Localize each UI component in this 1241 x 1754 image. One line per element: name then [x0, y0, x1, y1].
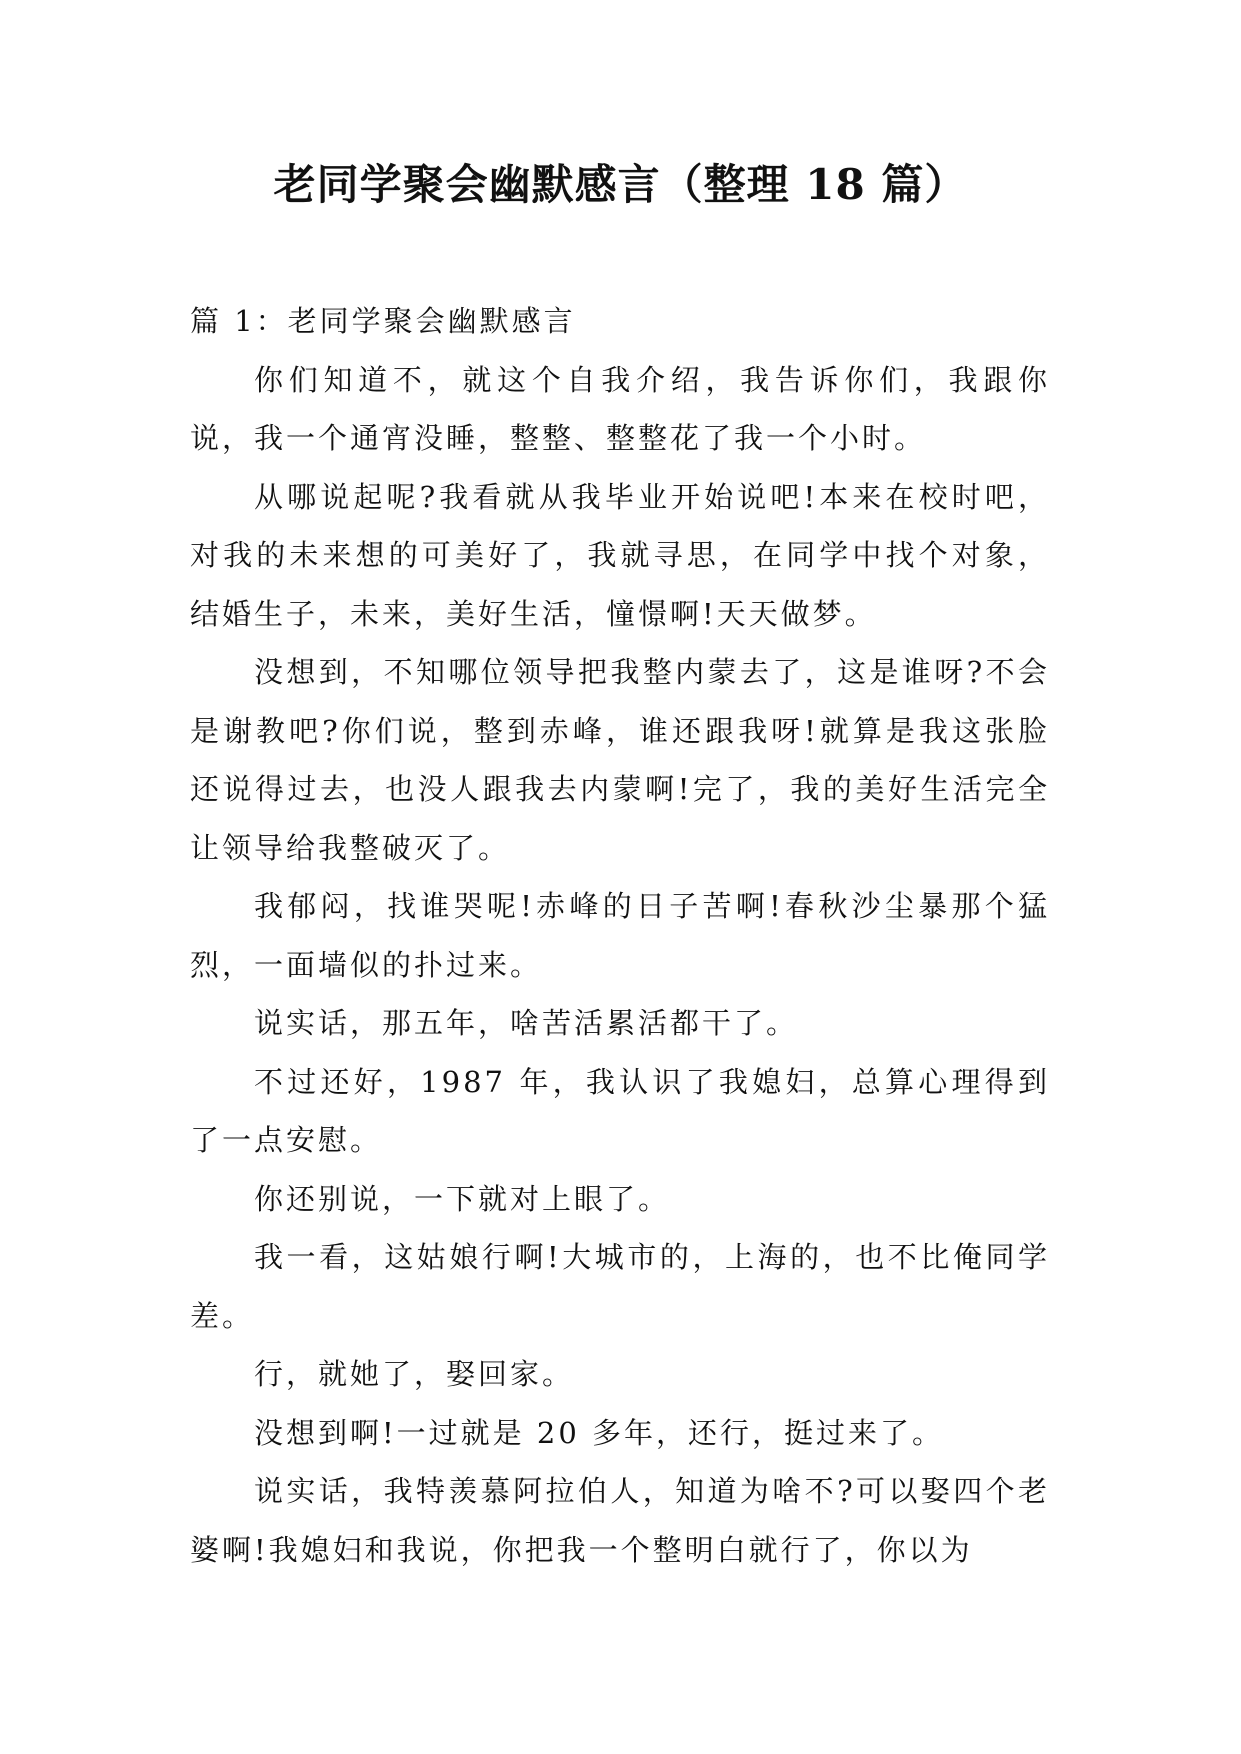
section-heading: 篇 1：老同学聚会幽默感言 [190, 304, 576, 338]
paragraph: 从哪说起呢?我看就从我毕业开始说吧!本来在校时吧，对我的未来想的可美好了，我就寻思，在同学中找个对象，结婚生子，未来，美好生活，憧憬啊!天天做梦。 [190, 479, 1050, 631]
paragraph: 你还别说，一下就对上眼了。 [254, 1181, 671, 1216]
paragraph: 不过还好，1987 年，我认识了我媳妇，总算心理得到了一点安慰。 [190, 1064, 1050, 1157]
paragraph: 没想到，不知哪位领导把我整内蒙去了，这是谁呀?不会是谢教吧?你们说，整到赤峰，谁还跟我呀!就算是我这张脸还说得过去，也没人跟我去内蒙啊!完了，我的美好生活完全让领导给我整破灭了。 [190, 655, 1050, 865]
document-body [190, 292, 1050, 1579]
paragraph: 我一看，这姑娘行啊!大城市的，上海的，也不比俺同学差。 [190, 1240, 1050, 1333]
document-title: 老同学聚会幽默感言（整理 18 篇） [273, 160, 968, 209]
paragraph: 我郁闷，找谁哭呢!赤峰的日子苦啊!春秋沙尘暴那个猛烈，一面墙似的扑过来。 [190, 889, 1050, 982]
paragraph: 没想到啊!一过就是 20 多年，还行，挺过来了。 [254, 1415, 944, 1450]
paragraph: 说实话，我特羡慕阿拉伯人，知道为啥不?可以娶四个老婆啊!我媳妇和我说，你把我一个整明白就行了，你以为 [190, 1474, 1050, 1567]
paragraph: 说实话，那五年，啥苦活累活都干了。 [254, 1006, 799, 1040]
paragraph: 行，就她了，娶回家。 [254, 1357, 575, 1391]
paragraph: 你们知道不，就这个自我介绍，我告诉你们，我跟你说，我一个通宵没睡，整整、整整花了我一个小时。 [190, 362, 1050, 455]
